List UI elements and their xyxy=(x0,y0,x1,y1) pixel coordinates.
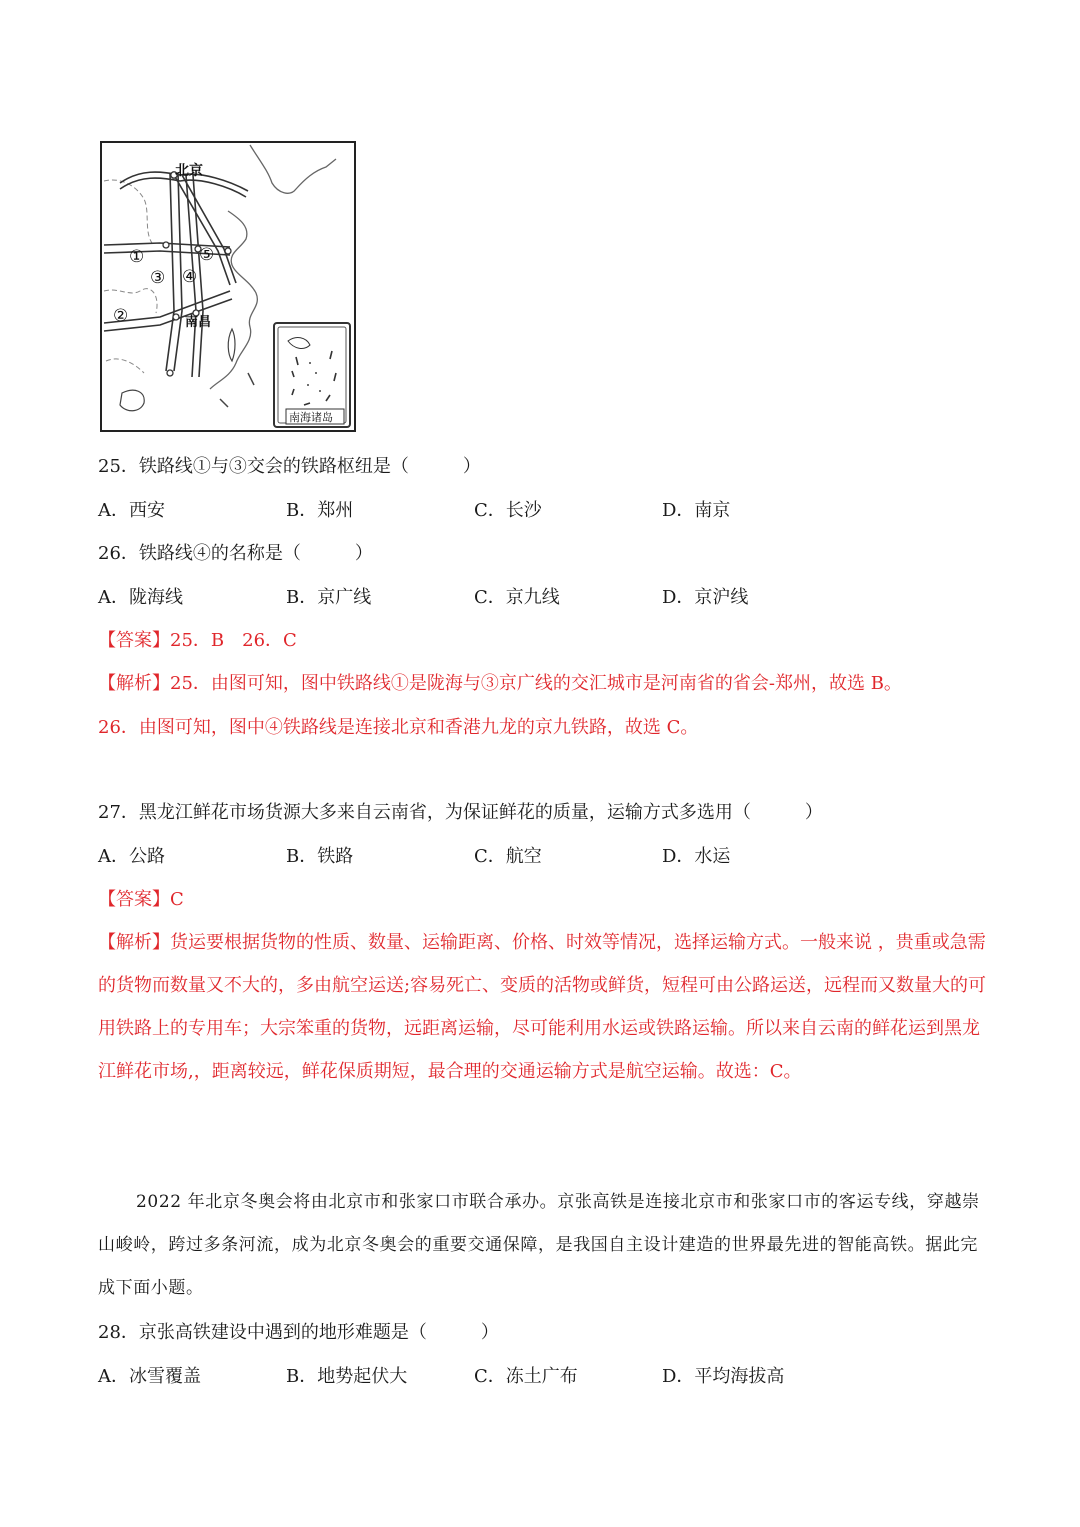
q25-option-d: D．南京 xyxy=(662,500,731,521)
analysis-27: 【解析】货运要根据货物的性质、数量、运输距离、价格、时效等情况，选择运输方式。一般来说 ，贵重或急需的货物而数量又不大的，多由航空运送;容易死亡、变质的活物或鲜货，短程可由公路运送，远程而又数量大的可用铁路上的专用车；大宗笨重的货物，远距离运输，尽可能利用水运或铁路运输。所以来自云南的鲜花运到黑龙江鲜花市场,，距离较远，鲜花保质期短，最合理的交通运输方式是航空运输。故选：C。 xyxy=(98,932,987,1082)
analysis-25: 【解析】25．由图可知，图中铁路线①是陇海与③京广线的交汇城市是河南省的省会-郑州，故选 B。 xyxy=(98,673,902,694)
q27-option-c: C．航空 xyxy=(474,846,542,867)
answer-27: 【答案】C xyxy=(98,889,184,910)
analysis-26: 26．由图可知，图中④铁路线是连接北京和香港九龙的京九铁路，故选 C。 xyxy=(98,717,699,738)
q26-option-c: C．京九线 xyxy=(474,587,560,608)
q28-option-d: D．平均海拔高 xyxy=(662,1366,785,1387)
railway-map xyxy=(100,141,356,432)
map-marker-4: ④ xyxy=(182,267,198,287)
map-marker-2: ② xyxy=(113,306,129,326)
question-28: 28．京张高铁建设中遇到的地形难题是（ ） xyxy=(98,1322,499,1343)
map-label-beijing: 北京 xyxy=(175,163,203,179)
q28-option-a: A．冰雪覆盖 xyxy=(98,1366,201,1387)
q25-option-c: C．长沙 xyxy=(474,500,542,521)
question-27: 27．黑龙江鲜花市场货源大多来自云南省，为保证鲜花的质量，运输方式多选用（ ） xyxy=(98,802,823,823)
q27-option-d: D．水运 xyxy=(662,846,731,867)
question-26: 26．铁路线④的名称是（ ） xyxy=(98,543,373,564)
q25-option-b: B．郑州 xyxy=(286,500,354,521)
q28-option-b: B．地势起伏大 xyxy=(286,1366,408,1387)
question-25: 25．铁路线①与③交会的铁路枢纽是（ ） xyxy=(98,456,481,477)
q25-option-a: A．西安 xyxy=(98,500,165,521)
map-label-nanchang: 南昌 xyxy=(185,315,212,330)
q27-option-a: A．公路 xyxy=(98,846,165,867)
map-marker-5: ⑤ xyxy=(199,245,215,265)
map-inset-label: 南海诸岛 xyxy=(289,411,333,424)
answer-25-26: 【答案】25．B 26．C xyxy=(98,630,297,651)
q26-option-d: D．京沪线 xyxy=(662,587,749,608)
intro-passage: 2022 年北京冬奥会将由北京市和张家口市联合承办。京张高铁是连接北京市和张家口市的客运专线，穿越崇山峻岭，跨过多条河流，成为北京冬奥会的重要交通保障，是我国自主设计建造的世界最先进的智能高铁。据此完成下面小题。 xyxy=(98,1192,980,1298)
q28-option-c: C．冻土广布 xyxy=(474,1366,578,1387)
q26-option-b: B．京广线 xyxy=(286,587,372,608)
q27-option-b: B．铁路 xyxy=(286,846,354,867)
q26-option-a: A．陇海线 xyxy=(98,587,183,608)
map-marker-3: ③ xyxy=(150,268,166,288)
map-marker-1: ① xyxy=(129,247,145,267)
